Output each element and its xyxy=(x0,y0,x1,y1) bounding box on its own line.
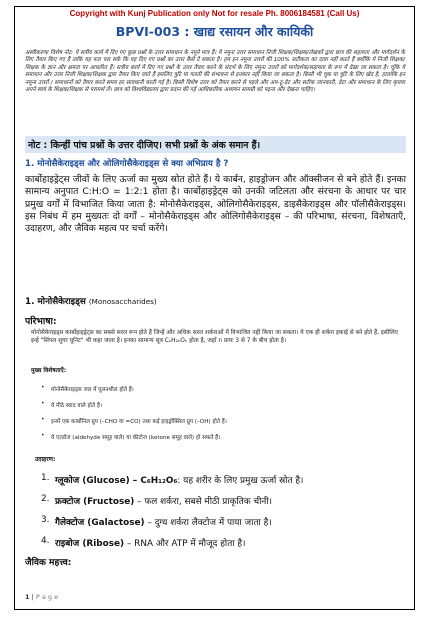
example-desc: – RNA और ATP में मौजूद होता है। xyxy=(124,539,246,549)
note-banner: नोट : किन्हीं पांच प्रश्नों के उत्तर दीजिए। सभी प्रश्नों के अंक समान हैं। xyxy=(25,136,406,153)
feature-item: • ये एल्डोज (aldehyde समूह वाले) या कीटोज (ketone समूह वाले) हो सकते हैं। xyxy=(51,433,220,441)
example-desc: : यह शरीर के लिए प्रमुख ऊर्जा स्रोत है। xyxy=(177,476,304,486)
feature-item: • मोनोसैकेराइड्स जल में घुलनशील होते हैं। xyxy=(51,385,134,393)
example-number: 2. xyxy=(41,494,50,504)
feature-item: • ये मीठे स्वाद वाले होते हैं। xyxy=(51,401,102,409)
example-number: 3. xyxy=(41,515,50,525)
page-number: 1 xyxy=(25,593,30,601)
example-item xyxy=(41,515,272,528)
example-number: 4. xyxy=(41,536,50,546)
copyright-header: Copyright with Kunj Publication only Not for resale Ph. 8006184581 (Call Us) xyxy=(69,9,360,18)
page-title: BPVI-003 : खाद्य रसायन और कायिकी xyxy=(115,24,314,39)
document-page xyxy=(14,6,415,610)
question-heading: 1. मोनोसैकेराइड्स और ओलिगोसैकेराइड्स से क्या अभिप्राय है ? xyxy=(25,159,229,169)
footer-separator: | xyxy=(29,593,36,601)
definition-heading: परिभाषा: xyxy=(25,316,57,327)
example-item xyxy=(41,473,304,486)
biological-importance-heading: जैविक महत्त्व: xyxy=(25,558,72,568)
section-heading-hindi: 1. मोनोसैकेराइड्स xyxy=(25,297,86,307)
disclaimer-text: अस्वीकरण/ विशेष नोट: ये सत्रीय कार्य में दिए गए कुछ प्रश्नों के उत्तर समाधान के नमूने मात्र हैं। ये नमूना उत्तर समाधान निजी शिक्षक/शिक्षक/लेखकों द्वारा छात्र की सहायता और मार्गदर्शन के लिए तैयार किए गए हैं ताकि यह पता चल सके कि वह दिए गए प्रश्नों का उत्तर कैसे दे सकता है। हम इन नमूना उत्तरों की 100% सटीकता का दावा नहीं करते हैं क्योंकि ये निजी शिक्षक/शिक्षक के ज्ञान और क्षमता पर आधारित हैं। सत्रीय कार्य में दिए गए प्रश्नों के उत्तर तैयार करने के संदर्भ के लिए नमूना उत्तरों को मार्गदर्शक/सहायता के रूप में देखा जा सकता है। चूंकि ये समाधान और उत्तर निजी शिक्षक/शिक्षक द्वारा तैयार किए जाते हैं इसलिए त्रुटि या गलती की संभावना से इनकार नहीं किया जा सकता है। किसी भी चूक या त्रुटि के लिए खेद है, हालांकि इन नमूना उत्तरों / समाधानों को तैयार करते समय हर सावधानी बरती गई है। किसी विशेष उत्तर को तैयार करने से पहले और अप-टू-डेट और सटीक जानकारी, डेटा और समाधान के लिए कृपया अपने स्वयं के शिक्षक/शिक्षक से परामर्श लें। छात्र को विश्वविद्यालय द्वारा प्रदान की गई आधिकारिक अध्ययन सामग्री को पढ़ना और देखना चाहिए। xyxy=(25,50,405,94)
example-desc: – फल शर्करा, सबसे मीठी प्राकृतिक चीनी। xyxy=(134,497,272,507)
feature-item: • इनमें एक कार्बोनिल ग्रुप (–CHO या =CO) तथा कई हाइड्रॉक्सिल ग्रुप (–OH) होते हैं। xyxy=(51,417,227,425)
page-footer xyxy=(25,593,58,601)
example-name: फ्रक्टोज (Fructose) xyxy=(55,497,135,507)
section-heading-english: (Monosaccharides) xyxy=(88,297,157,306)
examples-heading: उदाहरण: xyxy=(35,456,56,463)
example-item xyxy=(41,536,246,549)
example-name: राइबोज (Ribose) xyxy=(55,539,125,549)
definition-text: मोनोसैकेराइड्स कार्बोहाइड्रेट्स का सबसे सरल रूप होते हैं जिन्हें और अधिक सरल शर्कराओं में विभाजित नहीं किया जा सकता। ये एक ही शर्करा इकाई से बने होते हैं, इसीलिए इन्हें "सिंपल शुगर यूनिट" भी कहा जाता है। इनका सामान्य सूत्र CₙH₂ₙOₙ होता है, जहाँ n प्रायः 3 से 7 के बीच होता है। xyxy=(31,330,399,344)
example-name: ग्लूकोज (Glucose) – C₆H₁₂O₆ xyxy=(55,476,178,486)
page-label: P a g e xyxy=(35,593,59,601)
example-item xyxy=(41,494,272,507)
answer-paragraph: कार्बोहाइड्रेट्स जीवों के लिए ऊर्जा का मुख्य स्रोत होते हैं। ये कार्बन, हाइड्रोजन और ऑक्सीजन से बने होते हैं। इनका सामान्य अनुपात C:H:O = 1:2:1 होता है। कार्बोहाइड्रेट्स को उनकी जटिलता और संरचना के आधार पर चार प्रमुख वर्गों में विभाजित किया जाता है: मोनोसैकेराइड्स, ओलिगोसैकेराइड्स, डाइसैकेराइड्स और पॉलीसैकेराइड्स। इस निबंध में हम मुख्यतः दो वर्गों – मोनोसैकेराइड्स और ओलिगोसैकेराइड्स – की परिभाषा, संरचना, विशेषताएँ, उदाहरण, और जैविक महत्व पर चर्चा करेंगे। xyxy=(25,174,406,235)
example-desc: – दुग्ध शर्करा लैक्टोज में पाया जाता है। xyxy=(144,518,272,528)
section-heading-monosaccharides xyxy=(25,295,406,307)
features-heading: मुख्य विशेषताएँ: xyxy=(31,368,67,374)
example-number: 1. xyxy=(41,473,50,483)
example-name: गैलेक्टोज (Galactose) xyxy=(55,518,145,528)
